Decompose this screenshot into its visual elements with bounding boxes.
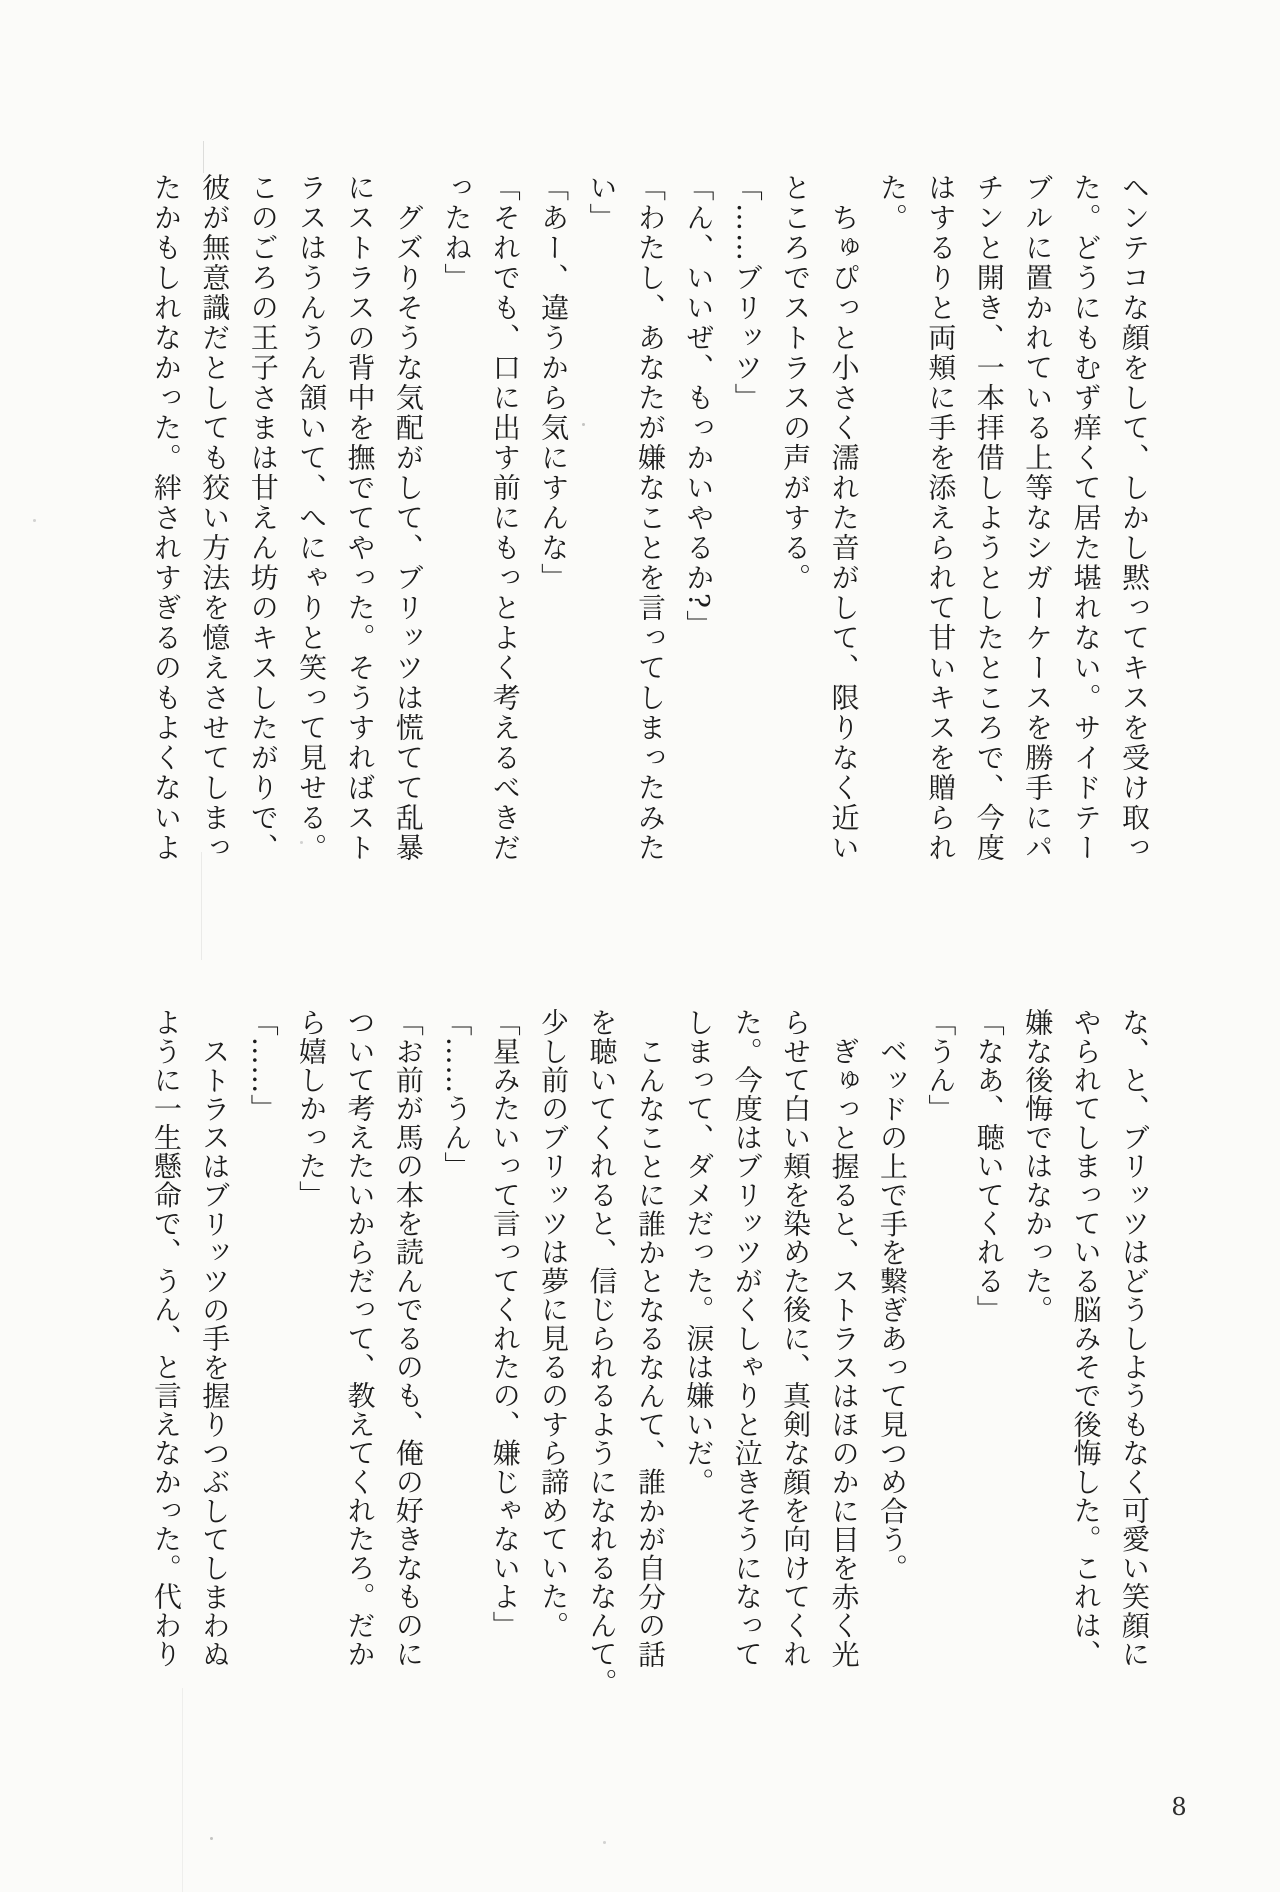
text-column: た。 (875, 173, 909, 233)
text-column: 「わたし、あなたが嫌なことを言ってしまったみた (633, 173, 667, 863)
scan-speck (210, 1837, 213, 1840)
top-passage (141, 173, 1158, 863)
text-column: やられてしまっている脳みそで後悔した。これは、 (1069, 1008, 1103, 1669)
text-column: ストラスはブリッツの手を握りつぶしてしまわぬ (198, 1037, 232, 1669)
text-column: 「うん」 (924, 1008, 958, 1123)
text-column: 「……ブリッツ」 (730, 173, 764, 413)
text-column: ブルに置かれている上等なシガーケースを勝手にパ (1021, 173, 1055, 863)
text-column: 彼が無意識だとしても狡い方法を憶えさせてしまっ (198, 173, 232, 863)
text-column: このごろの王子さまは甘えん坊のキスしたがりで、 (246, 173, 280, 863)
text-column: 「お前が馬の本を読んでるのも、俺の好きなものに (391, 1008, 425, 1669)
text-column: 「星みたいって言ってくれたの、嫌じゃないよ」 (488, 1008, 522, 1640)
scan-artifact-line (201, 852, 202, 960)
scan-speck (33, 519, 36, 522)
text-column: ちゅぴっと小さく濡れた音がして、限りなく近い (827, 203, 861, 863)
text-column: ように一生懸命で、うん、と言えなかった。代わり (149, 1008, 183, 1669)
text-column: 「なあ、聴いてくれる」 (972, 1008, 1006, 1324)
text-column: はするりと両頬に手を添えられて甘いキスを贈られ (924, 173, 958, 863)
text-column: チンと開き、一本拝借しようとしたところで、今度 (972, 173, 1006, 863)
text-column: ベッドの上で手を繋ぎあって見つめ合う。 (875, 1037, 909, 1583)
text-column: 「ん、いいぜ、もっかいやるか?」 (682, 173, 716, 641)
text-column: 少し前のブリッツは夢に見るのすら諦めていた。 (537, 1008, 571, 1640)
text-column: らせて白い頬を染めた後に、真剣な顔を向けてくれ (779, 1008, 813, 1669)
text-column: い」 (585, 173, 619, 233)
text-column: こんなことに誰かとなるなんて、誰かが自分の話 (633, 1037, 667, 1669)
text-column: ラスはうんうん頷いて、へにゃりと笑って見せる。 (295, 173, 329, 863)
text-column: を聴いてくれると、信じられるようになれるなんて。 (585, 1008, 619, 1697)
text-column: ところでストラスの声がする。 (779, 173, 813, 593)
text-column: ったね」 (440, 173, 474, 293)
text-column: ついて考えたいからだって、教えてくれたろ。だか (343, 1008, 377, 1669)
scan-speck (603, 1841, 606, 1844)
text-column: ヘンテコな顔をして、しかし黙ってキスを受け取っ (1118, 173, 1151, 863)
bottom-passage (141, 1008, 1158, 1697)
text-column: ぎゅっと握ると、ストラスはほのかに目を赤く光 (827, 1037, 861, 1669)
scan-speck (582, 423, 585, 426)
text-column: た。今度はブリッツがくしゃりと泣きそうになって (730, 1008, 764, 1669)
text-column: 「……」 (246, 1008, 280, 1123)
scan-artifact-line (182, 1688, 183, 1892)
text-column: 「それでも、口に出す前にもっとよく考えるべきだ (488, 173, 522, 863)
scan-artifact-line (203, 141, 204, 173)
text-column: た。どうにもむず痒くて居た堪れない。サイドテー (1069, 173, 1103, 863)
text-column: たかもしれなかった。絆されすぎるのもよくないよ (149, 173, 183, 863)
text-column: 嫌な後悔ではなかった。 (1021, 1008, 1055, 1324)
text-column: 「あー、違うから気にすんな」 (537, 173, 571, 593)
text-column: グズりそうな気配がして、ブリッツは慌てて乱暴 (391, 203, 425, 863)
text-column: な、と、ブリッツはどうしようもなく可愛い笑顔に (1118, 1008, 1151, 1669)
text-column: にストラスの背中を撫でてやった。そうすればスト (343, 173, 377, 863)
page-number: 8 (1171, 1793, 1187, 1821)
text-column: しまって、ダメだった。涙は嫌いだ。 (682, 1008, 716, 1496)
scan-speck (300, 841, 303, 844)
text-column: 「……うん」 (440, 1008, 474, 1181)
text-column: ら嬉しかった」 (295, 1008, 329, 1209)
